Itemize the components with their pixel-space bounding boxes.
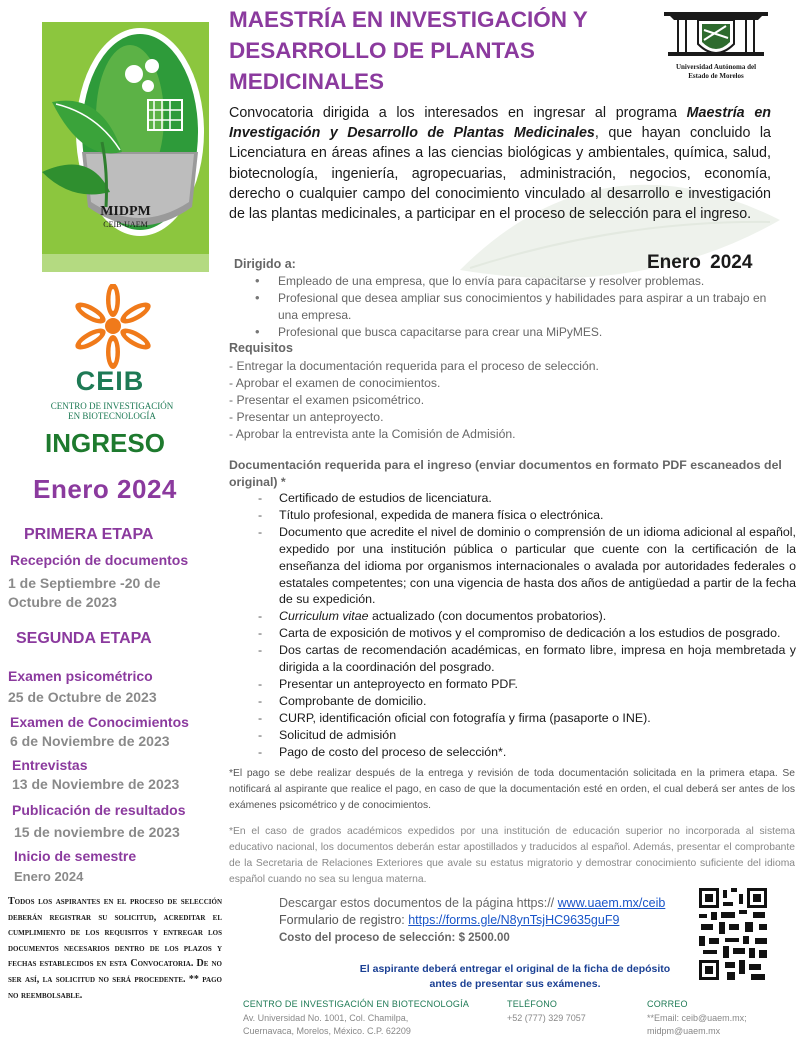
list-item: - CURP, identificación oficial con fotografía y firma (pasaporte o INE). bbox=[258, 710, 796, 727]
deliver-notice: El aspirante deberá entregar el original de la ficha de depósito antes de presentar sus exámenes. bbox=[359, 963, 671, 990]
footer-phone-number[interactable]: +52 (777) 329 7057 bbox=[507, 1012, 586, 1023]
psych-exam-label: Examen psicométrico bbox=[8, 668, 153, 684]
second-stage-heading: SEGUNDA ETAPA bbox=[16, 630, 152, 647]
midpm-sub: CEIB-UAEM bbox=[103, 220, 148, 229]
form-line bbox=[279, 913, 699, 927]
footer-address bbox=[243, 998, 503, 1039]
cv-term: Curriculum vitae bbox=[279, 609, 369, 624]
registration-form-link[interactable]: https://forms.gle/N8ynTsjHC9635guF9 bbox=[408, 913, 620, 927]
footer-phone-title: TELÉFONO bbox=[507, 999, 558, 1009]
results-label: Publicación de resultados bbox=[12, 802, 186, 818]
footer-center-title: CENTRO DE INVESTIGACIÓN EN BIOTECNOLOGÍA bbox=[243, 999, 470, 1009]
ceib-fullname-line-2: EN BIOTECNOLOGÍA bbox=[68, 411, 156, 421]
list-item: - Título profesional, expedida de manera física o electrónica. bbox=[258, 507, 796, 524]
midpm-logo-art bbox=[42, 22, 209, 272]
list-item: - Presentar un anteproyecto en formato PDF. bbox=[258, 676, 796, 693]
uaem-crest-logo bbox=[664, 8, 768, 66]
list-item: - Dos cartas de recomendación académicas, en formato libre, impresa en hoja membretada y dirigida a la coordinación del posgrado. bbox=[258, 642, 796, 676]
list-item: - Aprobar la entrevista ante la Comisión de Admisión. bbox=[229, 426, 516, 441]
first-stage-heading: PRIMERA ETAPA bbox=[24, 526, 154, 543]
intro-before: Convocatoria dirigida a los interesados en ingresar al programa bbox=[229, 105, 687, 121]
intro-after: , que hayan concluido la Licenciatura en áreas afines a las ciencias biológicas y ambientales, química, salud, biotecnología, ingeniería, agropecuarias, administración, negocios, economía, derecho o cualquier campo del conocimiento vinculado al desarrollo e investigación de las plantas medicinales, a participar en el proceso de selección para el ingreso. bbox=[229, 125, 772, 223]
requirements-list bbox=[229, 358, 789, 443]
list-item: • Profesional que busca capacitarse para crear una MiPyMES. bbox=[252, 324, 788, 341]
intro-paragraph bbox=[229, 103, 771, 224]
download-text: Descargar estos documentos de la página https:// bbox=[279, 896, 558, 910]
title-line-1: MAESTRÍA EN INVESTIGACIÓN Y bbox=[229, 7, 588, 32]
qr-code[interactable] bbox=[697, 886, 769, 982]
ingreso-heading: INGRESO bbox=[45, 428, 165, 458]
ceib-fullname bbox=[50, 401, 174, 421]
selection-notice: Todos los aspirantes en el proceso de selección deberán registrar su solicitud, acreditar el cumplimiento de los requisitos y entregar los documentos necesarios dentro de los plazos y fechas establecidos en esta Convocatoria. De no ser así, la solicitud no será procedente. ** pago no reembolsable. bbox=[8, 896, 222, 1001]
list-item: - Carta de exposición de motivos y el compromiso de dedicación a los estudios de posgrado. bbox=[258, 625, 796, 642]
ingreso-date: Enero 2024 bbox=[33, 474, 177, 504]
footer-email-1[interactable]: **Email: ceib@uaem.mx; bbox=[647, 1012, 747, 1023]
list-item: - Comprobante de domicilio. bbox=[258, 693, 796, 710]
semester-date: Enero 2024 bbox=[14, 869, 84, 884]
footer-phone bbox=[507, 998, 637, 1025]
title-line-2: DESARROLLO DE PLANTAS bbox=[229, 38, 535, 63]
download-line bbox=[279, 895, 699, 911]
footer-email bbox=[647, 998, 797, 1039]
semester-label: Inicio de semestre bbox=[14, 848, 137, 864]
list-item: - Presentar el examen psicométrico. bbox=[229, 392, 425, 407]
ceib-flower-logo bbox=[58, 284, 168, 374]
midpm-logo bbox=[42, 22, 209, 272]
list-item bbox=[258, 608, 796, 625]
ceib-fullname-line-1: CENTRO DE INVESTIGACIÓN bbox=[50, 401, 174, 411]
reception-date bbox=[8, 574, 161, 612]
reception-date-line-1: 1 de Septiembre -20 de bbox=[8, 575, 161, 591]
footer-address-line-1: Av. Universidad No. 1001, Col. Chamilpa, bbox=[243, 1012, 409, 1023]
ceib-name: CEIB bbox=[75, 366, 145, 396]
title-line-3: MEDICINALES bbox=[229, 69, 385, 94]
footer-email-2[interactable]: midpm@uaem.mx bbox=[647, 1026, 721, 1036]
list-item: - Entregar la documentación requerida para el proceso de selección. bbox=[229, 359, 599, 373]
uaem-name-line-1: Universidad Autónoma del bbox=[675, 63, 757, 71]
uaem-name bbox=[655, 63, 777, 80]
requirements-heading: Requisitos bbox=[229, 341, 293, 355]
footer-address-line-2: Cuernavaca, Morelos, México. C.P. 62209 bbox=[243, 1026, 411, 1036]
payment-note: *El pago se debe realizar después de la entrega y revisión de toda documentación solicitada en la primera etapa. Se notificará al aspirante que realice el pago, en caso de que la documentación esté en orden, el cual deberá ser antes de los exámenes psicométrico y de conocimientos. bbox=[229, 768, 795, 811]
list-item: - Solicitud de admisión bbox=[258, 727, 796, 744]
cost-line: Costo del proceso de selección: $ 2500.00 bbox=[279, 932, 510, 944]
date-badge: Enero 2024 bbox=[647, 252, 753, 273]
knowledge-exam-date: 6 de Noviembre de 2023 bbox=[10, 733, 170, 749]
list-item: • Empleado de una empresa, que lo envía para capacitarse y resolver problemas. bbox=[252, 273, 788, 290]
knowledge-exam-label: Examen de Conocimientos bbox=[10, 714, 189, 730]
reception-date-line-2: Octubre de 2023 bbox=[8, 594, 117, 610]
documents-heading: Documentación requerida para el ingreso (enviar documentos en formato PDF escaneados del original) * bbox=[229, 458, 782, 489]
documents-list bbox=[258, 490, 796, 761]
list-item: - Presentar un anteproyecto. bbox=[229, 409, 384, 424]
cv-suffix: actualizado (con documentos probatorios). bbox=[368, 609, 607, 624]
left-column bbox=[0, 0, 222, 1056]
list-item: - Certificado de estudios de licenciatura. bbox=[258, 490, 796, 507]
list-item: • Profesional que desea ampliar sus conocimientos y habilidades para aspirar a un trabajo en una empresa. bbox=[252, 290, 788, 324]
download-link[interactable]: www.uaem.mx/ceib bbox=[557, 896, 666, 910]
midpm-name: MIDPM bbox=[100, 204, 151, 219]
results-date: 15 de noviembre de 2023 bbox=[14, 824, 180, 840]
list-item: - Documento que acredite el nivel de dominio o comprensión de un idioma adicional al español, expedido por una institución pública o particular que cuente con la certificación de la enseñanza del idioma por organismos internacionales o avalada por autoridades federales o estatales competentes; con una vigencia de hasta dos años de antigüedad a partir de la fecha de su expedición. bbox=[258, 524, 796, 609]
form-text: Formulario de registro: bbox=[279, 913, 409, 927]
uaem-name-line-2: Estado de Morelos bbox=[688, 71, 744, 80]
footer-email-title: CORREO bbox=[647, 999, 688, 1009]
list-item: - Aprobar el examen de conocimientos. bbox=[229, 375, 441, 390]
audience-list bbox=[252, 273, 788, 341]
page-title bbox=[229, 4, 649, 97]
list-item: - Pago de costo del proceso de selección*. bbox=[258, 744, 796, 761]
program-name: Maestría en Investigación y Desarrollo de Plantas Medicinales bbox=[229, 105, 772, 142]
foreign-degrees-note: *En el caso de grados académicos expedidos por una institución de educación superior no incorporada al sistema educativo nacional, los documentos deberán estar apostillados y traducidos al español. Además, presentar el comprobante de la Secretaria de Relaciones Exteriores que avale su estatus migratorio y demostrar conocimiento suficiente del idioma español cuando no sea su lengua materna. bbox=[229, 826, 795, 885]
dirigido-label: Dirigido a: bbox=[234, 257, 296, 271]
interviews-label: Entrevistas bbox=[12, 757, 88, 773]
reception-label: Recepción de documentos bbox=[10, 552, 189, 568]
psych-exam-date: 25 de Octubre de 2023 bbox=[8, 689, 157, 705]
interviews-date: 13 de Noviembre de 2023 bbox=[12, 776, 180, 792]
